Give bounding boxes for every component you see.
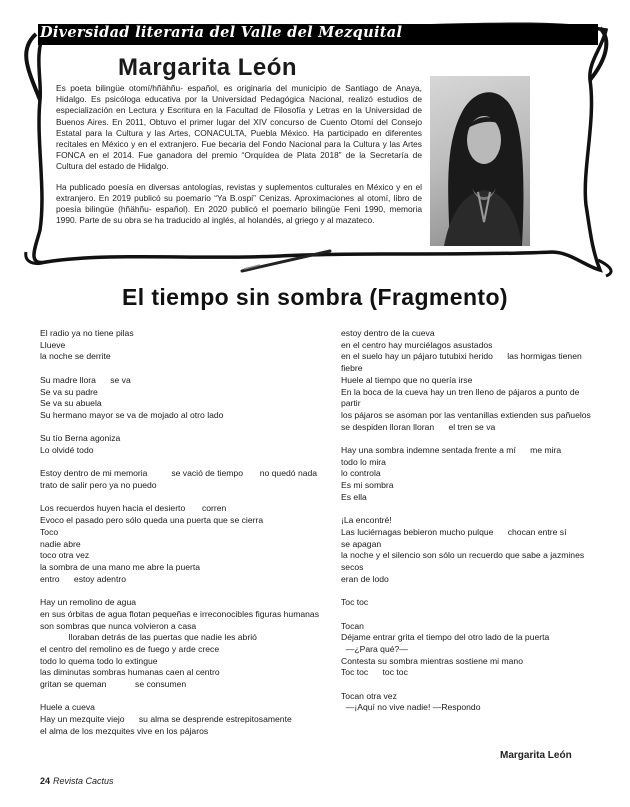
poem-left-column [40, 328, 326, 738]
poem-line: El radio ya no tiene pilas [40, 328, 134, 338]
poem-line: lloraban detrás de las puertas que nadie les abrió [40, 632, 257, 643]
poem-line: entro estoy adentro [40, 573, 126, 584]
poem-right-column [341, 328, 593, 714]
poem-line: los pájaros se asoman por las ventanillas extienden sus pañuelos [341, 409, 591, 420]
poem-line: en sus órbitas de agua flotan pequeñas e irreconocibles figuras humanas [40, 608, 319, 619]
poem-line: se apagan [341, 538, 382, 549]
poem-line: Evoco el pasado pero sólo queda una puerta que se cierra [40, 515, 264, 526]
page-footer [40, 776, 114, 786]
poem-line: Toc toc [341, 597, 369, 608]
poem-line: Huele a cueva [40, 702, 95, 713]
poem-line: Déjame entrar grita el tiempo del otro lado de la puerta [341, 632, 550, 643]
poem-title: El tiempo sin sombra (Fragmento) [122, 284, 508, 310]
author-name: Margarita León [118, 54, 298, 81]
poem-line: En la boca de la cueva hay un tren lleno de pájaros a punto de partir [341, 386, 582, 409]
poem-line: las diminutas sombras humanas caen al centro [40, 667, 220, 678]
poem-line: Hay una sombra indemne sentada frente a mí me mira [341, 445, 562, 456]
poem-line: Hay un mezquite viejo su alma se desprende estrepitosamente [40, 714, 292, 725]
poem-line: Las luciérnagas bebieron mucho pulque chocan entre sí [341, 526, 567, 537]
poem-line: Estoy dentro de mi memoria se vació de tiempo no quedó nada [40, 468, 318, 479]
poem-line: Los recuerdos huyen hacia el desierto corren [40, 503, 227, 514]
poem-line: Se va su padre [40, 386, 98, 397]
poem-line [40, 422, 326, 434]
poem-line: en el centro hay murciélagos asustados [341, 339, 493, 350]
poem-line: ¡La encontré! [341, 515, 392, 526]
poem-line: todo lo quema todo lo extingue [40, 655, 158, 666]
poem-line [341, 679, 593, 691]
poem-line: toco otra vez [40, 550, 90, 561]
poem-line: todo lo mira [341, 456, 386, 467]
poem-line: Su hermano mayor se va de mojado al otro lado [40, 409, 224, 420]
poem-line: eran de lodo [341, 573, 389, 584]
bio-paragraph: Ha publicado poesía en diversas antologías, revistas y suplementos culturales en México y en el extranjero. En 2019 publicó su poemario “Ya B.ospi” Cenizas. Aproximaciones al otomí, libro de poesía bilingüe (hñähñu- español). En 2020 publicó el poemario bilingüe Feni 1990, memoria 1990. Parte de su obra se ha traducido al inglés, al holandés, al griego y al mazateco. [56, 181, 422, 226]
poem-line: el centro del remolino es de fuego y arde crece [40, 643, 220, 654]
poem-line: Hay un remolino de agua [40, 597, 137, 608]
poem-line: la sombra de una mano me abre la puerta [40, 562, 201, 572]
poem-line: la noche se derrite [40, 351, 111, 362]
poem-line: Toco [40, 526, 59, 537]
poem-line: son sombras que nunca volvieron a casa [40, 620, 197, 631]
poem-line [40, 492, 326, 504]
poem-line [40, 691, 326, 703]
poem-line: en el suelo hay un pájaro tutubixi herido las hormigas tienen fiebre [341, 351, 585, 374]
poem-line: estoy dentro de la cueva [341, 328, 435, 338]
section-banner: Diversidad literaria del Valle del Mezquital [40, 24, 403, 41]
poem-line: la noche y el silencio son sólo un recuerdo que sabe a jazmines secos [341, 550, 587, 573]
poem-line: Tocan otra vez [341, 690, 397, 701]
poem-line: Toc toc toc toc [341, 667, 408, 678]
poem-line: Su madre llora se va [40, 374, 131, 385]
poem-line: trato de salir pero ya no puedo [40, 480, 157, 491]
pen-icon [240, 247, 332, 273]
poem-line [341, 585, 593, 597]
poem-line: nadie abre [40, 538, 81, 549]
author-bio [56, 83, 422, 235]
poem-line: el alma de los mezquites vive en los pájaros [40, 725, 209, 736]
magazine-name: Revista Cactus [53, 776, 114, 786]
poem-line: Tocan [341, 620, 364, 631]
poem-line: gritan se queman se consumen [40, 679, 187, 690]
bio-paragraph: Es poeta bilingüe otomí/hñähñu- español, es originaria del municipio de Santiago de Anaya, Hidalgo. Es psicóloga educativa por la Universidad Pedagógica Nacional, realizó estudios de especialización en Lectura y Escritura en la Facultad de Filosofía y Letras en la Universidad de Buenos Aires. En 2011, Obtuvo el primer lugar del XIV concurso de Cuento Otomí del Consejo Estatal para la Cultura y las Artes, CONACULTA, Puebla México. Ha participado en diferentes recitales en México y en el extranjero. Fue becaria del Fondo Nacional para la Cultura y las Artes FONCA en el 2014. Fue ganadora del premio “Orquídea de Plata 2018” de la Secretaría de Cultura del estado de Hidalgo. [56, 83, 422, 172]
poem-line: Contesta su sombra mientras sostiene mi mano [341, 655, 523, 666]
poem-line: Huele al tiempo que no quería irse [341, 374, 473, 385]
poem-line: —¿Para qué?— [341, 643, 408, 654]
poem-signature: Margarita León [500, 750, 572, 761]
poem-line [341, 433, 593, 445]
poem-line [341, 504, 593, 516]
poem-line [341, 609, 593, 621]
author-photo [430, 76, 530, 246]
poem-line [40, 457, 326, 469]
poem-line [40, 585, 326, 597]
page-number: 24 [40, 776, 51, 786]
poem-line: Su tío Berna agoniza [40, 433, 121, 444]
poem-line: Es ella [341, 491, 367, 502]
poem-line: se despiden lloran lloran el tren se va [341, 421, 496, 432]
poem-line: Se va su abuela [40, 398, 102, 409]
poem-line: Lo olvidé todo [40, 445, 94, 455]
poem-line: Es mi sombra [341, 480, 394, 491]
poem-line [40, 363, 326, 375]
poem-line: lo controla [341, 468, 381, 479]
poem-line: —¡Aquí no vive nadie! —Respondo [341, 702, 481, 713]
poem-line: Llueve [40, 339, 66, 350]
